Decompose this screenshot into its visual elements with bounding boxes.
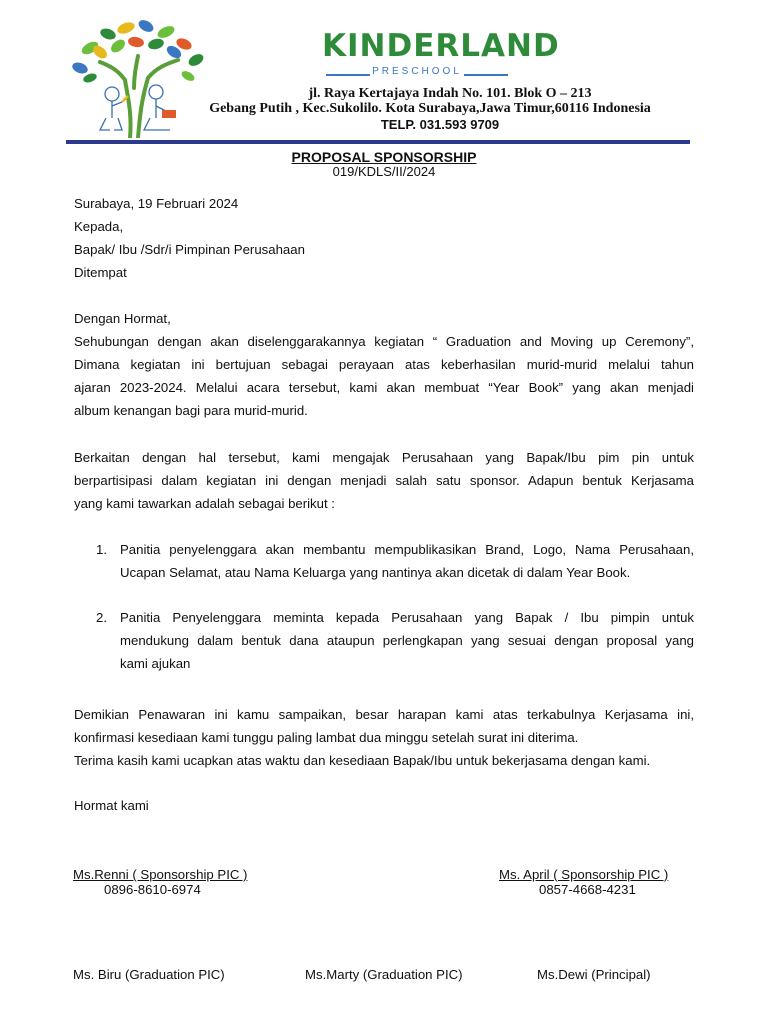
- to-label: Kepada,: [74, 219, 124, 234]
- signatory-bottom-1: Ms. Biru (Graduation PIC): [73, 967, 225, 982]
- list-item-line: mendukung dalam bentuk dana ataupun perlengkapan yang sesuai dengan proposal yang: [120, 633, 694, 648]
- invitation-line: Berkaitan dengan hal tersebut, kami mengajak Perusahaan yang Bapak/Ibu pim pin untuk: [74, 450, 694, 465]
- address-line-1: jl. Raya Kertajaya Indah No. 101. Blok O – 213: [308, 86, 592, 101]
- list-item-line: kami ajukan: [120, 656, 191, 671]
- signatory-bottom-3: Ms.Dewi (Principal): [537, 967, 651, 982]
- invitation-line: berpartisipasi dalam kegiatan ini dengan menjadi salah satu sponsor. Adapun bentuk Kerjasama: [74, 473, 694, 488]
- list-number: 2.: [96, 610, 107, 625]
- intro-paragraph: [74, 330, 694, 422]
- regards: Hormat kami: [74, 798, 149, 813]
- phone-number: TELP. 031.593 9709: [380, 117, 500, 132]
- intro-line: ajaran 2023-2024. Melalui acara tersebut, kami akan membuat “Year Book” yang akan menjadi: [74, 380, 694, 395]
- list-item-line: Panitia Penyelenggara meminta kepada Perusahaan yang Bapak / Ibu pimpin untuk: [120, 610, 694, 625]
- header-divider: [66, 140, 690, 144]
- signatory-left-phone: 0896-8610-6974: [104, 882, 201, 897]
- list-item-line: Panitia penyelenggara akan membantu mempublikasikan Brand, Logo, Nama Perusahaan,: [120, 542, 694, 557]
- closing-line: konfirmasi kesediaan kami tunggu paling lambat dua minggu setelah surat ini diterima.: [74, 730, 579, 745]
- brand-subtitle: PRESCHOOL: [372, 66, 462, 77]
- invitation-paragraph: [74, 446, 694, 515]
- reference-number: 019/KDLS/II/2024: [332, 164, 436, 179]
- list-item: [120, 606, 694, 675]
- brand-subtitle-row: [326, 66, 508, 80]
- signatory-right-name: Ms. April ( Sponsorship PIC ): [499, 867, 669, 882]
- document-title: PROPOSAL SPONSORSHIP: [291, 149, 477, 165]
- letter-date: Surabaya, 19 Februari 2024: [74, 196, 239, 211]
- closing-line: Terima kasih kami ucapkan atas waktu dan kesediaan Bapak/Ibu untuk bekerjasama dengan kami.: [74, 753, 651, 768]
- recipient: Bapak/ Ibu /Sdr/i Pimpinan Perusahaan: [74, 242, 305, 257]
- place: Ditempat: [74, 265, 127, 280]
- closing-paragraph: [74, 703, 694, 772]
- list-item-line: Ucapan Selamat, atau Nama Keluarga yang nantinya akan dicetak di dalam Year Book.: [120, 565, 631, 580]
- kinderland-tree-logo: [70, 18, 210, 138]
- intro-line: album kenangan bagi para murid-murid.: [74, 403, 308, 418]
- closing-line: Demikian Penawaran ini kamu sampaikan, besar harapan kami atas terkabulnya Kerjasama ini,: [74, 707, 694, 722]
- intro-line: Dimana kegiatan ini bertujuan sebagai perayaan atas keberhasilan murid-murid melalui tahun: [74, 357, 694, 372]
- signatory-bottom-2: Ms.Marty (Graduation PIC): [305, 967, 463, 982]
- list-item: [120, 538, 694, 584]
- invitation-line: yang kami tawarkan adalah sebagai berikut :: [74, 496, 335, 511]
- list-number: 1.: [96, 542, 107, 557]
- brand-sub-line-right: [464, 74, 508, 76]
- address-line-2: Gebang Putih , Kec.Sukolilo. Kota Surabaya,Jawa Timur,60116 Indonesia: [209, 101, 651, 116]
- brand-name: KINDERLAND: [322, 28, 560, 64]
- signatory-left-name: Ms.Renni ( Sponsorship PIC ): [73, 867, 248, 882]
- signatory-right-phone: 0857-4668-4231: [539, 882, 636, 897]
- salutation: Dengan Hormat,: [74, 311, 171, 326]
- intro-line: Sehubungan dengan akan diselenggarakannya kegiatan “ Graduation and Moving up Ceremony”,: [74, 334, 694, 349]
